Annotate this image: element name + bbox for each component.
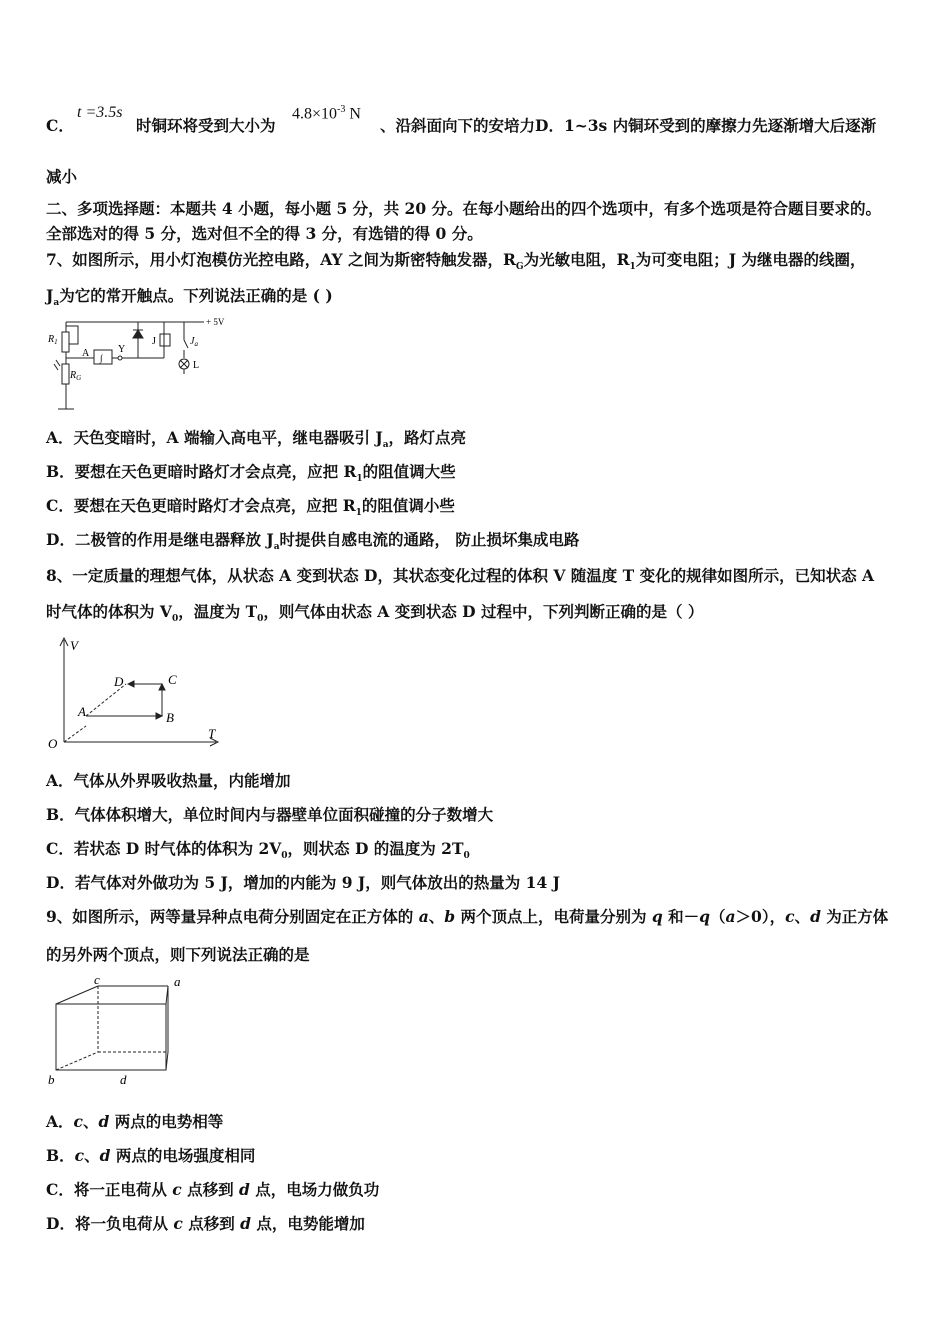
q9-fig-b: b xyxy=(48,1072,55,1087)
q7-option-c[interactable]: C．要想在天色更暗时路灯才会点亮，应把 $R_1$的阻值调小些 xyxy=(46,496,455,519)
q7-fig-voltage: + 5V xyxy=(206,317,225,327)
q9-stem-line1: 9、如图所示，两等量异种点电荷分别固定在正方体的 a、b 两个顶点上，电荷量分别为 q 和－q（a＞0），c、d 为正方体 xyxy=(46,907,889,926)
q9-fig-a: a xyxy=(174,974,181,989)
q7-fig-ja: $J_a$ xyxy=(190,336,198,348)
q9-stem-line2: 的另外两个顶点，则下列说法正确的是 xyxy=(46,945,310,964)
q7-option-d[interactable]: D．二极管的作用是继电器释放 $J_a$时提供自感电流的通路， 防止损坏集成电路 xyxy=(46,530,580,553)
q8-fig-d: D xyxy=(114,674,124,689)
section2-line1: 二、多项选择题：本题共 4 小题，每小题 5 分，共 20 分。在每小题给出的四个选项中，有多个选项是符合题目要求的。 xyxy=(46,199,882,218)
q6-math-time: t =3.5s xyxy=(77,104,123,121)
q8-vt-graph xyxy=(44,634,234,754)
q7-fig-trigger: ∫ xyxy=(100,353,103,363)
q6-option-c-text2: 、沿斜面向下的安培力D．1~3s 内铜环受到的摩擦力先逐渐增大后逐渐 xyxy=(380,116,877,135)
q9-option-c[interactable]: C．将一正电荷从 c 点移到 d 点，电场力做负功 xyxy=(46,1180,380,1199)
q8-fig-a: A xyxy=(78,704,86,719)
q9-option-a[interactable]: A．c、d 两点的电势相等 xyxy=(46,1112,224,1131)
q8-stem-line2: 时气体的体积为 $V_0$，温度为 $T_0$，则气体由状态 A 变到状态 D 过程中，下列判断正确的是（ ） xyxy=(46,602,704,625)
q8-option-d[interactable]: D．若气体对外做功为 5 J，增加的内能为 9 J，则气体放出的热量为 14 J xyxy=(46,873,560,892)
q7-option-b[interactable]: B．要想在天色更暗时路灯才会点亮，应把 $R_1$的阻值调大些 xyxy=(46,462,456,485)
q9-fig-c: c xyxy=(94,972,100,987)
q7-fig-y: Y xyxy=(118,344,126,355)
q7-option-a[interactable]: A．天色变暗时，A 端输入高电平，继电器吸引 $J_a$，路灯点亮 xyxy=(46,428,467,451)
q7-stem-line1: 7、如图所示，用小灯泡模仿光控电路，AY 之间为斯密特触发器，$R_G$为光敏电阻，$R_1$为可变电阻；J 为继电器的线圈， xyxy=(46,250,866,273)
q7-fig-r1: $R_1$ xyxy=(48,334,58,346)
q7-circuit-figure xyxy=(44,314,244,414)
q6-option-c-line xyxy=(46,116,74,136)
q6-option-d-cont: 减小 xyxy=(46,167,78,186)
q8-fig-v: V xyxy=(70,638,78,653)
q6-option-c-text1: 时铜环将受到大小为 xyxy=(136,116,276,135)
q8-fig-o: O xyxy=(48,736,58,751)
q7-fig-rg: $R_G$ xyxy=(70,370,82,382)
q8-option-a[interactable]: A．气体从外界吸收热量，内能增加 xyxy=(46,771,291,790)
q8-fig-c: C xyxy=(168,672,177,687)
q8-stem-line1: 8、一定质量的理想气体，从状态 A 变到状态 D，其状态变化过程的体积 V 随温度 T 变化的规律如图所示，已知状态 A xyxy=(46,566,875,585)
q7-fig-j: J xyxy=(152,336,156,347)
q9-option-b[interactable]: B．c、d 两点的电场强度相同 xyxy=(46,1146,256,1165)
q8-fig-b: B xyxy=(166,710,174,725)
q9-cube-figure xyxy=(44,972,204,1092)
q8-fig-t: T xyxy=(208,726,216,741)
q9-fig-d: d xyxy=(120,1072,127,1087)
q7-stem-line2: $J_a$为它的常开触点。下列说法正确的是 ( ) xyxy=(46,286,333,309)
section2-line2: 全部选对的得 5 分，选对但不全的得 3 分，有选错的得 0 分。 xyxy=(46,224,483,243)
q7-fig-a: A xyxy=(82,348,90,359)
q7-fig-l: L xyxy=(193,360,200,371)
q8-option-c[interactable]: C．若状态 D 时气体的体积为 $2V_0$，则状态 D 的温度为 $2T_0$ xyxy=(46,839,470,862)
q9-option-d[interactable]: D．将一负电荷从 c 点移到 d 点，电势能增加 xyxy=(46,1214,365,1233)
q6-option-c-label: C． xyxy=(46,116,74,135)
q8-option-b[interactable]: B．气体体积增大，单位时间内与器壁单位面积碰撞的分子数增大 xyxy=(46,805,494,824)
q6-math-force: $4.8\times 10^{-3}$ N xyxy=(292,104,361,123)
